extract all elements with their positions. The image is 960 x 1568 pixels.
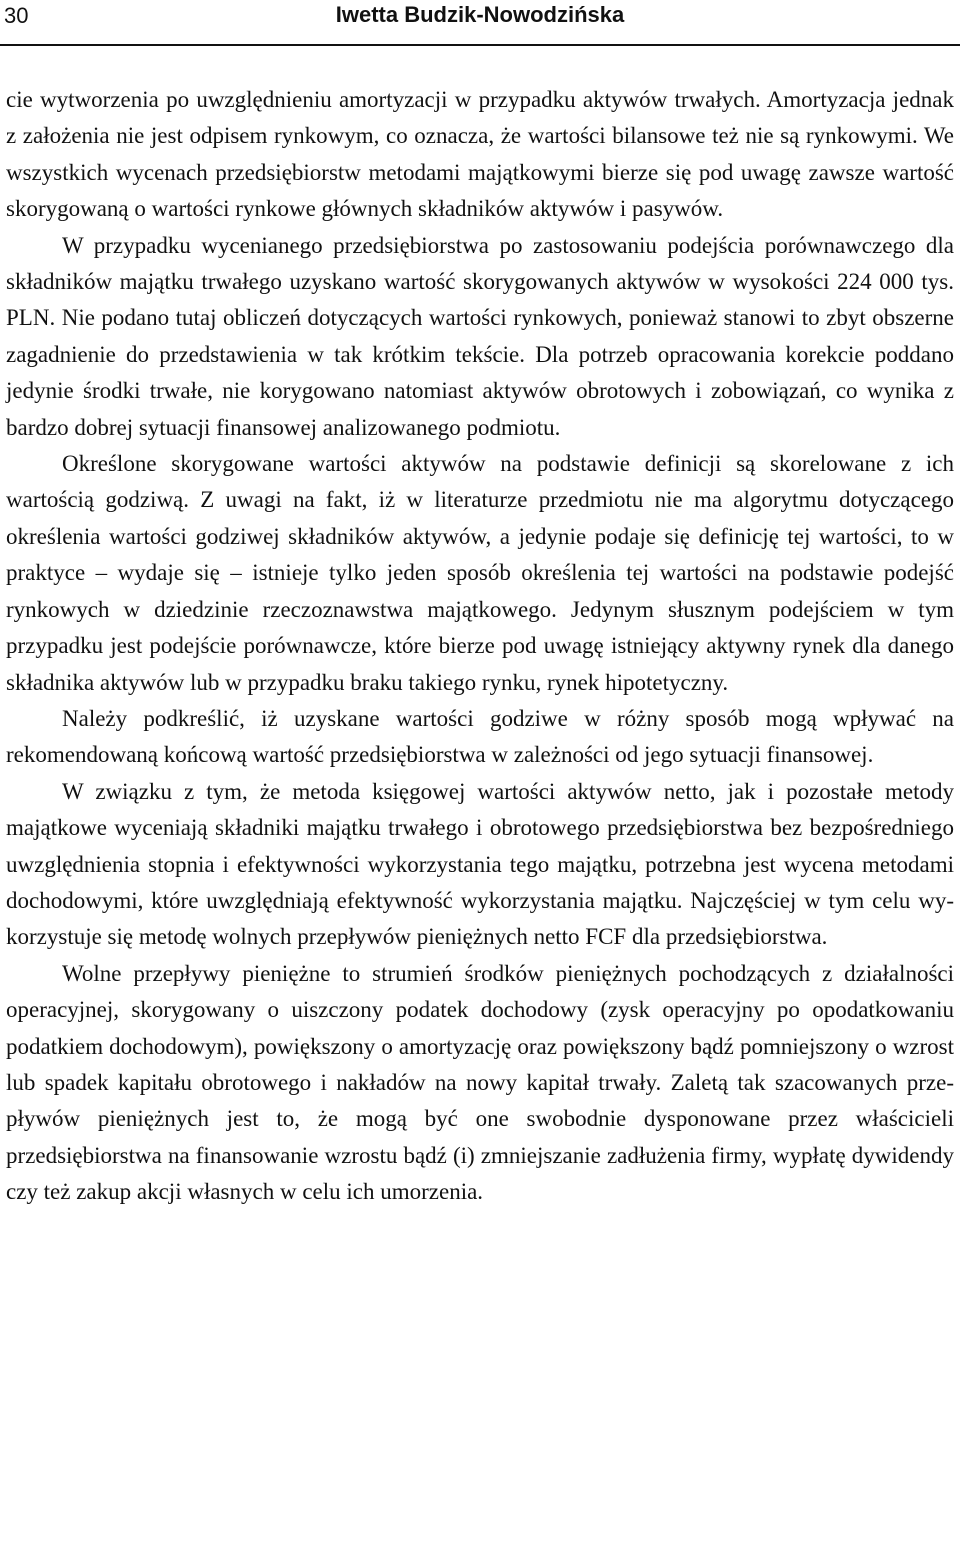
paragraph: W związku z tym, że metoda księgowej wartości aktywów netto, jak i pozostałe metody majątkowe wyceniają składniki majątku trwałego i obrotowego przedsiębiorstwa bez bezpośredniego uwzględnienia stopnia i efektywności wykorzystania tego majątku, potrzebna jest wycena metodami dochodowymi, które uwzględniają efektywność wykorzystania majątku. Najczęściej w tym celu wykorzystuje się metodę wolnych przepływów pieniężnych netto FCF dla przedsiębiorstwa. <box>6 778 954 950</box>
running-header <box>0 0 960 46</box>
running-header-author: Iwetta Budzik-Nowodzińska <box>335 2 625 27</box>
body-text <box>6 82 954 1211</box>
page-number: 30 <box>4 3 29 28</box>
paragraph: Należy podkreślić, iż uzyskane wartości godziwe w różny sposób mogą wpływać na rekomendowaną końcową wartość przedsiębiorstwa w zależności od jego sytuacji finansowej. <box>6 705 954 768</box>
paragraph: Wolne przepływy pieniężne to strumień środków pieniężnych pochodzących z działalności operacyjnej, skorygowany o uiszczony podatek dochodowy (zysk operacyjny po opodatkowaniu podatkiem dochodowym), powiększony o amortyzację oraz powiększony bądź pomniejszony o wzrost lub spadek kapitału obrotowego i nakładów na nowy kapitał trwały. Zaletą tak szacowanych przepływów pieniężnych jest to, że mogą być one swobodnie dysponowane przez właścicieli przedsiębiorstwa na finansowanie wzrostu bądź (i) zmniejszanie zadłużenia firmy, wypłatę dywidendy czy też zakup akcji własnych w celu ich umorzenia. <box>6 960 954 1205</box>
paragraph: Określone skorygowane wartości aktywów na podstawie definicji są skorelowane z ich wartością godziwą. Z uwagi na fakt, iż w literaturze przedmiotu nie ma algorytmu dotyczącego określenia wartości godziwej składników aktywów, a jedynie podaje się definicję tej wartości, to w praktyce – wydaje się – istnieje tylko jeden sposób określenia tej wartości na podstawie podejść rynkowych w dziedzinie rzeczoznawstwa majątkowego. Jedynym słusznym podejściem w tym przypadku jest podejście porównawcze, które bierze pod uwagę istniejący aktywny rynek dla danego składnika aktywów lub w przypadku braku takiego rynku, rynek hipotetyczny. <box>6 451 954 695</box>
paragraph: W przypadku wycenianego przedsiębiorstwa po zastosowaniu podejścia porównawczego dla składników majątku trwałego uzyskano wartość skorygowanych aktywów w wysokości 224 000 tys. PLN. Nie podano tutaj obliczeń dotyczących wartości rynkowych, ponieważ stanowi to zbyt obszerne zagadnienie do przedstawienia w tak krótkim tekście. Dla potrzeb opracowania korekcie poddano jedynie środki trwałe, nie korygowano natomiast aktywów obrotowych i zobowiązań, co wynika z bardzo dobrej sytuacji finansowej analizowanego podmiotu. <box>6 232 954 440</box>
paragraph-continuation: cie wytworzenia po uwzględnieniu amortyzacji w przypadku aktywów trwałych. Amortyzacja jednak z założenia nie jest odpisem rynkowym, co oznacza, że wartości bilansowe też nie są rynkowymi. We wszystkich wycenach przedsiębiorstw metodami majątkowymi bierze się pod uwagę zawsze wartość skorygowaną o wartości rynkowe głównych składników aktywów i pasywów. <box>6 87 954 222</box>
